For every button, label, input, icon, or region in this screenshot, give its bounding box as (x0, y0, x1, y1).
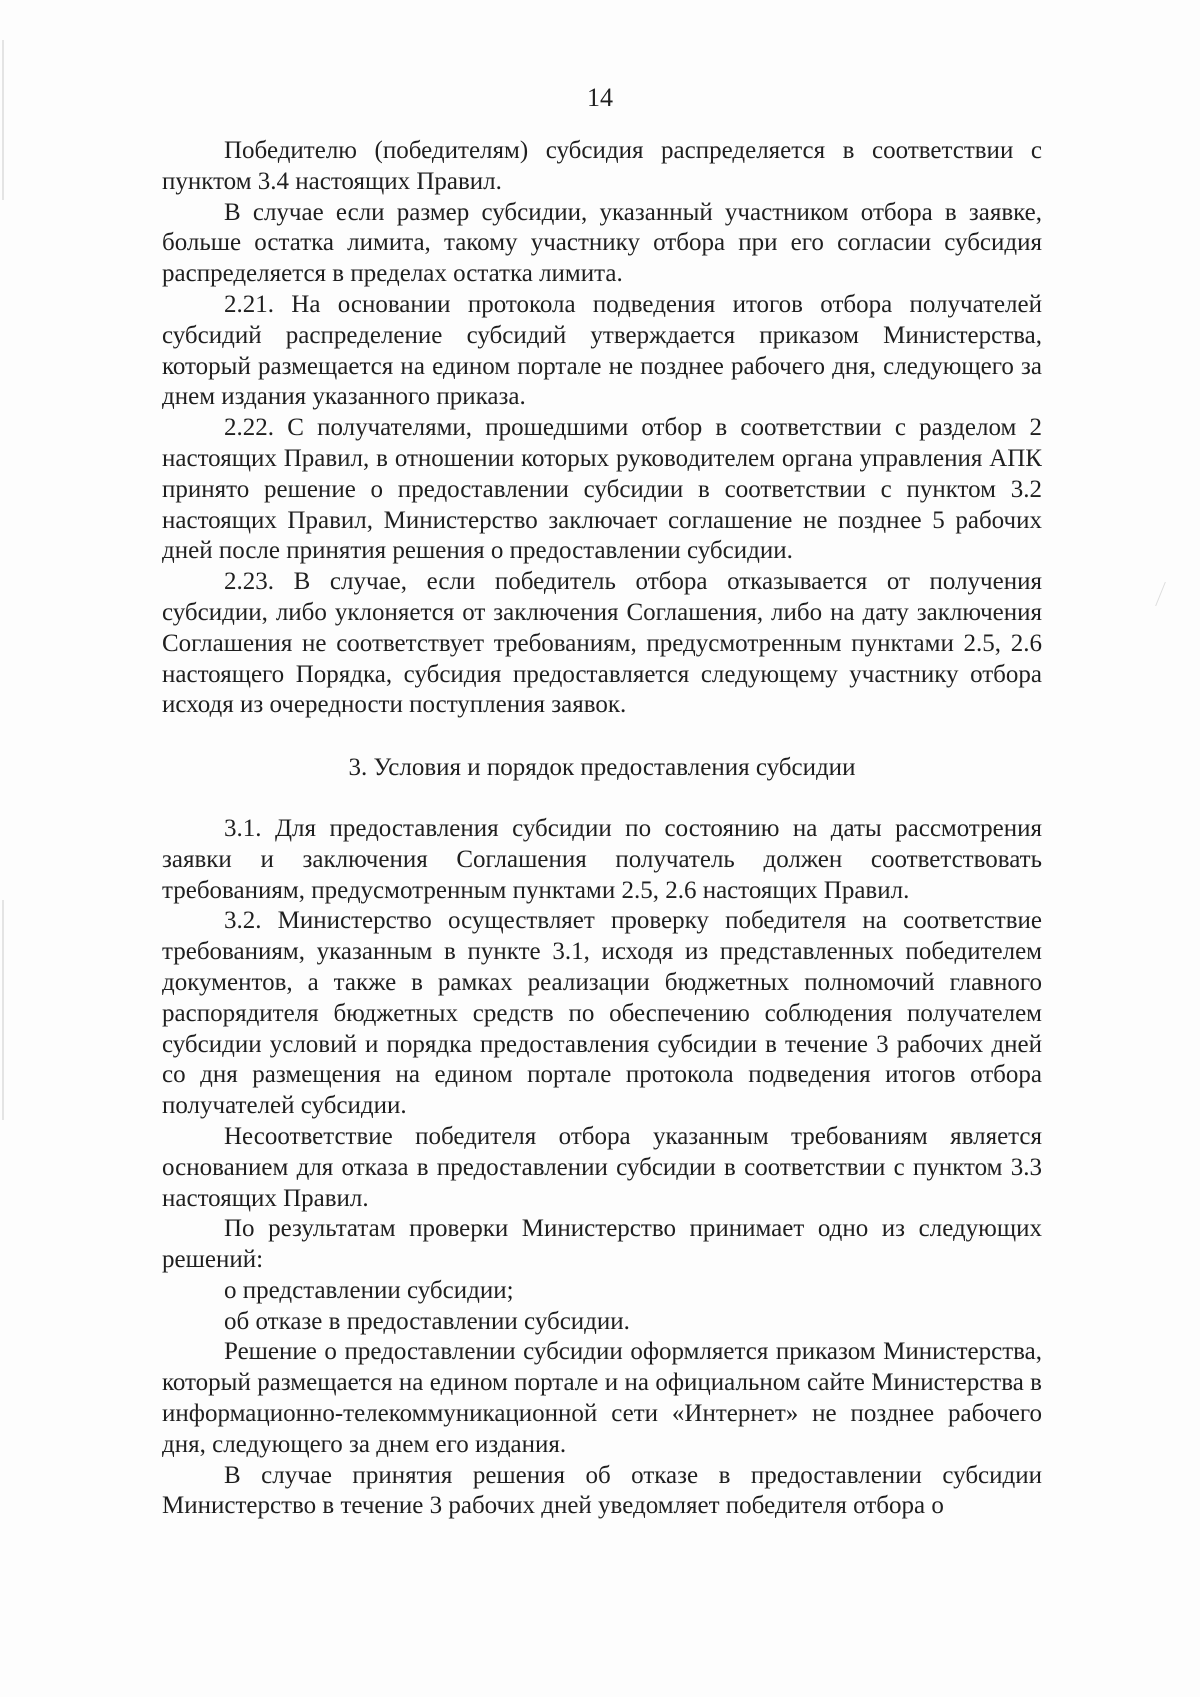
paragraph-2-22: 2.22. С получателями, прошедшими отбор в соответствии с разделом 2 настоящих Правил, в отношении которых руководителем органа управления АПК принято решение о предоставлении субсидии в соответствии с пунктом 3.2 настоящих Правил, Министерство заключает соглашение не позднее 5 рабочих дней после принятия решения о предоставлении субсидии. (162, 414, 1042, 565)
paragraph-limit-remainder: В случае если размер субсидии, указанный участником отбора в заявке, больше остатка лимита, такому участнику отбора при его согласии субсидия распределяется в пределах остатка лимита. (162, 198, 1042, 288)
page-number: 14 (587, 83, 613, 112)
scan-edge-mark (2, 40, 4, 200)
pencil-tick-mark (1145, 582, 1166, 606)
paragraph-3-1: 3.1. Для предоставления субсидии по состоянию на даты рассмотрения заявки и заключения Соглашения получатель должен соответствовать требованиям, предусмотренным пунктами 2.5, 2.6 настоящих Правил. (162, 814, 1042, 904)
paragraph-decision-publication: Решение о предоставлении субсидии оформляется приказом Министерства, который размещается на едином портале и на официальном сайте Министерства в информационно-телекоммуникационной сети «Интернет» не позднее рабочего дня, следующего за днем его издания. (162, 1338, 1042, 1458)
decision-option-grant: о представлении субсидии; (224, 1276, 514, 1304)
section-heading: 3. Условия и порядок предоставления субсидии (348, 754, 856, 782)
paragraph-refusal-notice: В случае принятия решения об отказе в предоставлении субсидии Министерство в течение 3 рабочих дней уведомляет победителя отбора о (162, 1461, 1042, 1520)
document-body (162, 136, 1042, 1522)
scan-edge-mark (2, 900, 4, 1120)
decision-option-refusal: об отказе в предоставлении субсидии. (224, 1307, 630, 1335)
paragraph-noncompliance: Несоответствие победителя отбора указанным требованиям является основанием для отказа в предоставлении субсидии в соответствии с пунктом 3.3 настоящих Правил. (162, 1122, 1042, 1212)
paragraph-3-2: 3.2. Министерство осуществляет проверку победителя на соответствие требованиям, указанным в пункте 3.1, исходя из представленных победителем документов, а также в рамках реализации бюджетных полномочий главного распорядителя бюджетных средств по обеспечению соблюдения получателем субсидии условий и порядка предоставления субсидии в течение 3 рабочих дней со дня размещения на едином портале протокола подведения итогов отбора получателей субсидии. (162, 907, 1042, 1120)
paragraph-winner-distribution: Победителю (победителям) субсидия распределяется в соответствии с пунктом 3.4 настоящих Правил. (162, 137, 1042, 195)
paragraph-2-21: 2.21. На основании протокола подведения итогов отбора получателей субсидий распределение субсидий утверждается приказом Министерства, который размещается на едином портале не позднее рабочего дня, следующего за днем издания указанного приказа. (162, 290, 1042, 411)
paragraph-2-23: 2.23. В случае, если победитель отбора отказывается от получения субсидии, либо уклоняется от заключения Соглашения, либо на дату заключения Соглашения не соответствует требованиям, предусмотренным пунктами 2.5, 2.6 настоящего Порядка, субсидия предоставляется следующему участнику отбора исходя из очередности поступления заявок. (162, 568, 1042, 719)
paragraph-check-results: По результатам проверки Министерство принимает одно из следующих решений: (162, 1215, 1042, 1274)
